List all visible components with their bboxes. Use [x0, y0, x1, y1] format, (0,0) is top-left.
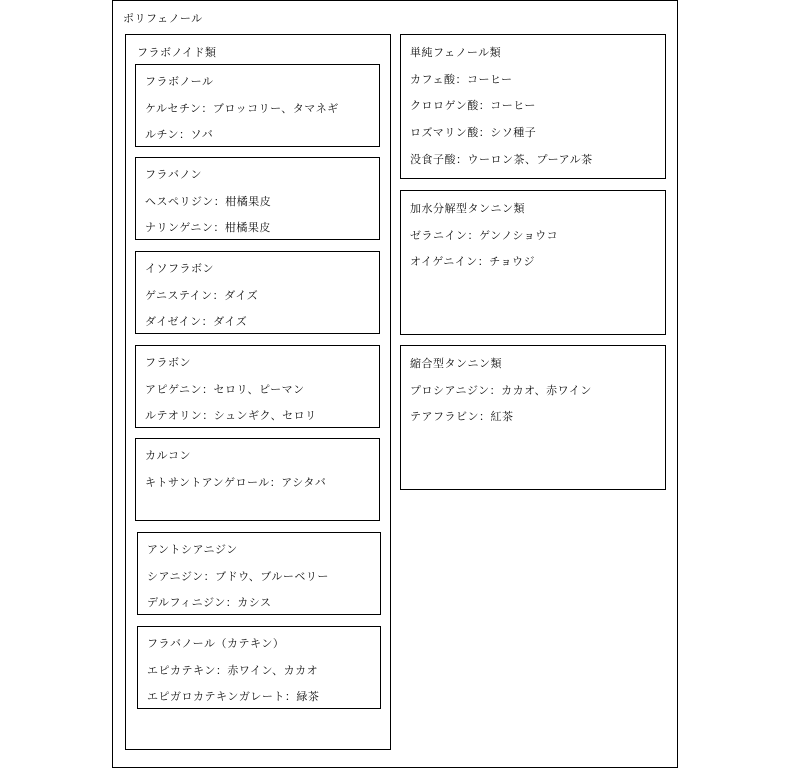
compound-item: ルチン：ソバ — [145, 128, 214, 141]
subgroup-box-flavanol — [137, 626, 381, 709]
compound-item: オイゲニイン：チョウジ — [410, 255, 535, 268]
condensed-tannins-box — [400, 345, 666, 490]
polyphenol-title: ポリフェノール — [123, 12, 203, 25]
compound-item: デルフィニジン：カシス — [147, 596, 272, 609]
hydrolyzable-tannins-box — [400, 190, 666, 335]
simple-phenols-box — [400, 34, 666, 179]
compound-item: シアニジン：ブドウ、ブルーベリー — [147, 570, 329, 583]
compound-item: カフェ酸：コーヒー — [410, 73, 513, 86]
hydrolyzable-tannins-title: 加水分解型タンニン類 — [410, 202, 525, 215]
subgroup-box-flavonol — [135, 64, 380, 147]
compound-item: ゲニステイン：ダイズ — [145, 289, 259, 302]
compound-item: クロロゲン酸：コーヒー — [410, 99, 536, 112]
compound-item: ゼラニイン：ゲンノショウコ — [410, 229, 559, 242]
compound-item: ケルセチン：ブロッコリー、タマネギ — [145, 102, 339, 115]
subgroup-title: アントシアニジン — [147, 543, 238, 556]
flavonoids-group-title: フラボノイド類 — [137, 46, 217, 59]
subgroup-title: フラボノール — [145, 75, 214, 88]
compound-item: エピガロカテキンガレート：緑茶 — [147, 690, 320, 703]
compound-item: ルテオリン：シュンギク、セロリ — [145, 409, 317, 422]
subgroup-box-anthocyanidin — [137, 532, 381, 615]
condensed-tannins-title: 縮合型タンニン類 — [410, 357, 502, 370]
subgroup-box-flavanone — [135, 157, 380, 240]
compound-item: テアフラビン：紅茶 — [410, 410, 514, 423]
subgroup-box-isoflavone — [135, 251, 380, 334]
subgroup-title: フラボン — [145, 356, 191, 369]
simple-phenols-title: 単純フェノール類 — [410, 46, 502, 59]
compound-item: キトサントアンゲロール：アシタバ — [145, 476, 327, 489]
compound-item: ナリンゲニン：柑橘果皮 — [145, 221, 271, 234]
compound-item: ヘスペリジン：柑橘果皮 — [145, 195, 272, 208]
subgroup-title: フラバノン — [145, 168, 203, 181]
subgroup-title: カルコン — [145, 449, 191, 462]
compound-item: アピゲニン：セロリ、ピーマン — [145, 383, 305, 396]
subgroup-box-flavone — [135, 345, 380, 428]
subgroup-box-chalcone — [135, 438, 380, 521]
compound-item: 没食子酸：ウーロン茶、プーアル茶 — [410, 153, 593, 166]
compound-item: ロズマリン酸：シソ種子 — [410, 126, 537, 139]
compound-item: ダイゼイン：ダイズ — [145, 315, 248, 328]
compound-item: エピカテキン：赤ワイン、カカオ — [147, 664, 319, 677]
compound-item: プロシアニジン：カカオ、赤ワイン — [410, 384, 592, 397]
subgroup-title: イソフラボン — [145, 262, 214, 275]
subgroup-title: フラバノール（カテキン） — [147, 637, 285, 650]
